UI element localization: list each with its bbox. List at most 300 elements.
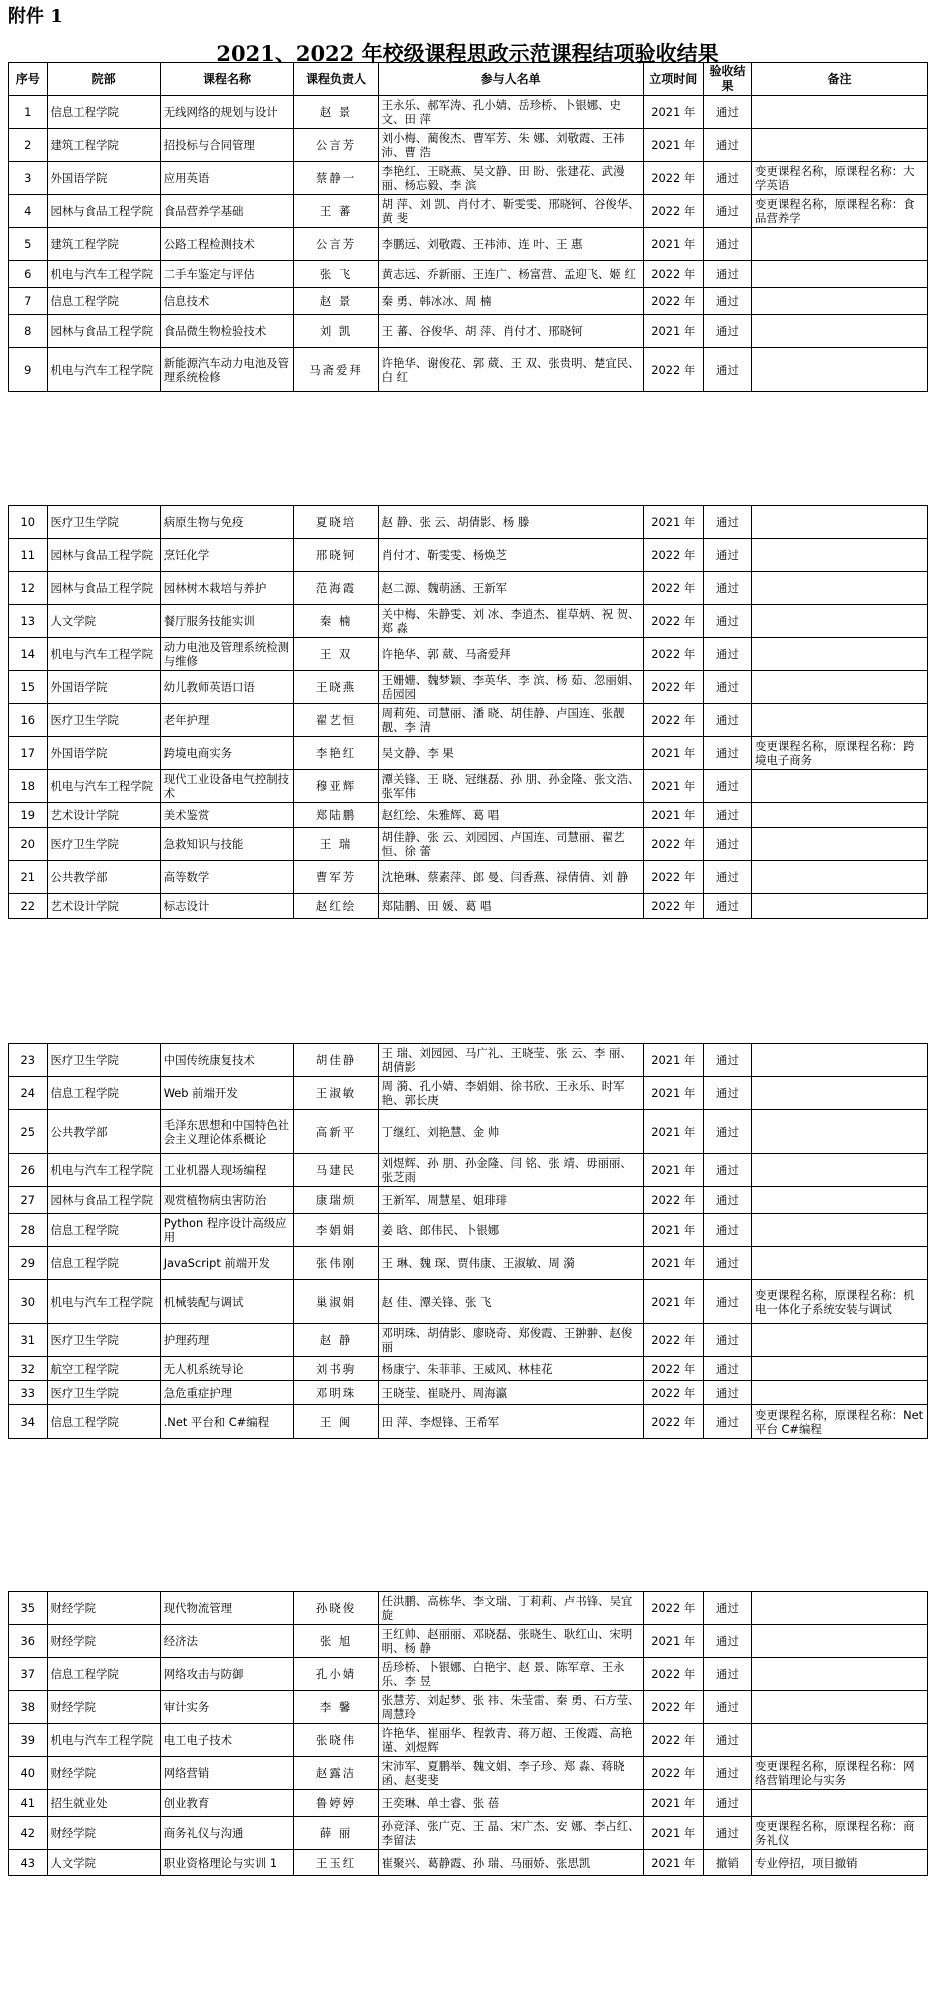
year-cell: 2022 年 <box>643 671 703 704</box>
result-cell: 通过 <box>703 861 751 894</box>
year-cell: 2021 年 <box>643 96 703 129</box>
course-name-cell: 高等数学 <box>160 861 294 894</box>
participants-cell: 杨康宁、朱菲菲、王威风、林桂花 <box>378 1357 643 1381</box>
table-row <box>9 1592 928 1625</box>
year-cell: 2022 年 <box>643 1724 703 1757</box>
remark-cell <box>752 129 928 162</box>
leader-cell: 王 双 <box>294 638 378 671</box>
table-row <box>9 506 928 539</box>
participants-cell: 许艳华、崔丽华、程敦青、蒋万超、王俊霞、高艳谨、刘煜辉 <box>378 1724 643 1757</box>
remark-cell <box>752 1658 928 1691</box>
remark-cell <box>752 638 928 671</box>
result-cell: 通过 <box>703 1658 751 1691</box>
seq-cell: 43 <box>9 1850 48 1876</box>
participants-cell: 赵 佳、潭关锋、张 飞 <box>378 1280 643 1324</box>
seq-cell: 12 <box>9 572 48 605</box>
participants-cell: 肖付才、靳雯雯、杨焕芝 <box>378 539 643 572</box>
leader-cell: 赵红绘 <box>294 894 378 919</box>
course-name-cell: 跨境电商实务 <box>160 737 294 770</box>
seq-cell: 9 <box>9 348 48 392</box>
leader-cell: 王玉红 <box>294 1850 378 1876</box>
remark-cell <box>752 1625 928 1658</box>
result-cell: 通过 <box>703 1077 751 1110</box>
result-cell: 通过 <box>703 228 751 261</box>
seq-cell: 27 <box>9 1187 48 1214</box>
result-cell: 通过 <box>703 737 751 770</box>
table-row <box>9 288 928 315</box>
course-name-cell: 园林树木栽培与养护 <box>160 572 294 605</box>
table-row <box>9 894 928 919</box>
seq-cell: 24 <box>9 1077 48 1110</box>
remark-cell <box>752 1724 928 1757</box>
course-name-cell: JavaScript 前端开发 <box>160 1247 294 1280</box>
leader-cell: 刘 凯 <box>294 315 378 348</box>
table-row <box>9 572 928 605</box>
college-cell: 建筑工程学院 <box>47 129 160 162</box>
table-row <box>9 704 928 737</box>
year-cell: 2022 年 <box>643 195 703 228</box>
course-name-cell: 招投标与合同管理 <box>160 129 294 162</box>
participants-cell: 王 瑞、刘园园、马广礼、王晓莹、张 云、李 丽、胡倩影 <box>378 1044 643 1077</box>
course-name-cell: 二手车鉴定与评估 <box>160 261 294 288</box>
year-cell: 2022 年 <box>643 572 703 605</box>
leader-cell: 穆亚辉 <box>294 770 378 803</box>
college-cell: 信息工程学院 <box>47 1405 160 1439</box>
remark-cell <box>752 261 928 288</box>
course-name-cell: 经济法 <box>160 1625 294 1658</box>
result-cell: 通过 <box>703 1044 751 1077</box>
leader-cell: 王淑敏 <box>294 1077 378 1110</box>
result-cell: 通过 <box>703 770 751 803</box>
result-cell: 通过 <box>703 1247 751 1280</box>
course-name-cell: 烹饪化学 <box>160 539 294 572</box>
result-cell: 通过 <box>703 1817 751 1850</box>
course-name-cell: 无人机系统导论 <box>160 1357 294 1381</box>
participants-cell: 秦 勇、韩冰冰、周 楠 <box>378 288 643 315</box>
participants-cell: 周 漪、孔小婧、李娟娟、徐书欣、王永乐、时军艳、郭长庚 <box>378 1077 643 1110</box>
course-name-cell: 病原生物与免疫 <box>160 506 294 539</box>
leader-cell: 王 瑞 <box>294 828 378 861</box>
result-cell: 通过 <box>703 704 751 737</box>
course-name-cell: 护理药理 <box>160 1324 294 1357</box>
leader-cell: 赵 景 <box>294 96 378 129</box>
leader-cell: 赵 景 <box>294 288 378 315</box>
course-name-cell: 工业机器人现场编程 <box>160 1154 294 1187</box>
college-cell: 财经学院 <box>47 1817 160 1850</box>
course-name-cell: 职业资格理论与实训 1 <box>160 1850 294 1876</box>
participants-cell: 王永乐、郝军涛、孔小婧、岳珍桥、卜银娜、史 文、田 萍 <box>378 96 643 129</box>
year-cell: 2022 年 <box>643 1691 703 1724</box>
remark-cell <box>752 506 928 539</box>
column-header: 备注 <box>752 63 928 96</box>
result-cell: 通过 <box>703 1381 751 1405</box>
participants-cell: 胡 萍、刘 凯、肖付才、靳雯雯、邢晓钶、谷俊华、黄 斐 <box>378 195 643 228</box>
remark-cell <box>752 1044 928 1077</box>
result-cell: 通过 <box>703 288 751 315</box>
participants-cell: 田 萍、李煜锋、王希军 <box>378 1405 643 1439</box>
leader-cell: 王 闽 <box>294 1405 378 1439</box>
seq-cell: 22 <box>9 894 48 919</box>
leader-cell: 赵 静 <box>294 1324 378 1357</box>
leader-cell: 马建民 <box>294 1154 378 1187</box>
table-row <box>9 1790 928 1817</box>
year-cell: 2022 年 <box>643 828 703 861</box>
remark-cell: 变更课程名称，原课程名称：大学英语 <box>752 162 928 195</box>
college-cell: 医疗卫生学院 <box>47 1044 160 1077</box>
leader-cell: 孔小婧 <box>294 1658 378 1691</box>
table-row <box>9 1214 928 1247</box>
remark-cell <box>752 671 928 704</box>
participants-cell: 许艳华、谢俊花、郭 葳、王 双、张贵明、楚宜民、白 红 <box>378 348 643 392</box>
remark-cell: 变更课程名称，原课程名称：商务礼仪 <box>752 1817 928 1850</box>
result-cell: 通过 <box>703 315 751 348</box>
college-cell: 园林与食品工程学院 <box>47 315 160 348</box>
result-cell: 通过 <box>703 1280 751 1324</box>
course-name-cell: 新能源汽车动力电池及管理系统检修 <box>160 348 294 392</box>
seq-cell: 32 <box>9 1357 48 1381</box>
seq-cell: 34 <box>9 1405 48 1439</box>
participants-cell: 周莉苑、司慧丽、潘 晓、胡佳静、卢国连、张靓靓、李 清 <box>378 704 643 737</box>
college-cell: 信息工程学院 <box>47 1077 160 1110</box>
year-cell: 2021 年 <box>643 1247 703 1280</box>
remark-cell <box>752 228 928 261</box>
column-header: 课程名称 <box>160 63 294 96</box>
leader-cell: 王晓燕 <box>294 671 378 704</box>
leader-cell: 公言芳 <box>294 228 378 261</box>
participants-cell: 王奕琳、单士睿、张 蓓 <box>378 1790 643 1817</box>
course-name-cell: 网络攻击与防御 <box>160 1658 294 1691</box>
participants-cell: 吴文静、李 果 <box>378 737 643 770</box>
table-row <box>9 1280 928 1324</box>
remark-cell <box>752 1381 928 1405</box>
seq-cell: 5 <box>9 228 48 261</box>
seq-cell: 15 <box>9 671 48 704</box>
table-row <box>9 315 928 348</box>
seq-cell: 29 <box>9 1247 48 1280</box>
remark-cell <box>752 1154 928 1187</box>
college-cell: 财经学院 <box>47 1691 160 1724</box>
course-name-cell: .Net 平台和 C#编程 <box>160 1405 294 1439</box>
participants-cell: 宋沛军、夏鹏举、魏文娟、李子珍、郑 淼、蒋晓函、赵斐斐 <box>378 1757 643 1790</box>
table-row <box>9 96 928 129</box>
result-cell: 通过 <box>703 261 751 288</box>
result-cell: 通过 <box>703 671 751 704</box>
course-name-cell: 机械装配与调试 <box>160 1280 294 1324</box>
seq-cell: 20 <box>9 828 48 861</box>
participants-cell: 张慧芳、刘起梦、张 祎、朱莹雷、秦 勇、石方莹、周慧玲 <box>378 1691 643 1724</box>
table-row <box>9 1405 928 1439</box>
year-cell: 2022 年 <box>643 1187 703 1214</box>
college-cell: 园林与食品工程学院 <box>47 539 160 572</box>
year-cell: 2022 年 <box>643 1357 703 1381</box>
course-name-cell: 网络营销 <box>160 1757 294 1790</box>
leader-cell: 李娟娟 <box>294 1214 378 1247</box>
college-cell: 艺术设计学院 <box>47 803 160 828</box>
year-cell: 2021 年 <box>643 1214 703 1247</box>
column-header: 课程负责人 <box>294 63 378 96</box>
college-cell: 园林与食品工程学院 <box>47 572 160 605</box>
course-name-cell: Python 程序设计高级应用 <box>160 1214 294 1247</box>
results-table-2 <box>8 505 928 919</box>
remark-cell <box>752 1324 928 1357</box>
table-row <box>9 1154 928 1187</box>
leader-cell: 范海霞 <box>294 572 378 605</box>
college-cell: 医疗卫生学院 <box>47 506 160 539</box>
leader-cell: 李艳红 <box>294 737 378 770</box>
remark-cell <box>752 828 928 861</box>
course-name-cell: 公路工程检测技术 <box>160 228 294 261</box>
course-name-cell: 动力电池及管理系统检测与维修 <box>160 638 294 671</box>
leader-cell: 孙晓俊 <box>294 1592 378 1625</box>
table-row <box>9 228 928 261</box>
leader-cell: 张 旭 <box>294 1625 378 1658</box>
result-cell: 通过 <box>703 894 751 919</box>
college-cell: 机电与汽车工程学院 <box>47 261 160 288</box>
college-cell: 医疗卫生学院 <box>47 1324 160 1357</box>
result-cell: 通过 <box>703 1357 751 1381</box>
result-cell: 通过 <box>703 1214 751 1247</box>
remark-cell <box>752 605 928 638</box>
college-cell: 信息工程学院 <box>47 1214 160 1247</box>
result-cell: 通过 <box>703 1110 751 1154</box>
seq-cell: 41 <box>9 1790 48 1817</box>
course-name-cell: 信息技术 <box>160 288 294 315</box>
college-cell: 医疗卫生学院 <box>47 828 160 861</box>
participants-cell: 岳珍桥、卜银娜、白艳宇、赵 景、陈军章、王永乐、李 昱 <box>378 1658 643 1691</box>
remark-cell <box>752 770 928 803</box>
year-cell: 2021 年 <box>643 770 703 803</box>
column-header: 院部 <box>47 63 160 96</box>
result-cell: 通过 <box>703 1757 751 1790</box>
table-row <box>9 828 928 861</box>
seq-cell: 38 <box>9 1691 48 1724</box>
result-cell: 通过 <box>703 1592 751 1625</box>
college-cell: 机电与汽车工程学院 <box>47 638 160 671</box>
participants-cell: 王新军、周慧星、姐琲琲 <box>378 1187 643 1214</box>
participants-cell: 王 琳、魏 琛、贾伟康、王淑敏、周 漪 <box>378 1247 643 1280</box>
result-cell: 通过 <box>703 572 751 605</box>
college-cell: 公共教学部 <box>47 861 160 894</box>
year-cell: 2022 年 <box>643 638 703 671</box>
seq-cell: 7 <box>9 288 48 315</box>
seq-cell: 1 <box>9 96 48 129</box>
course-name-cell: 应用英语 <box>160 162 294 195</box>
college-cell: 园林与食品工程学院 <box>47 195 160 228</box>
seq-cell: 40 <box>9 1757 48 1790</box>
table-row <box>9 129 928 162</box>
table-row <box>9 803 928 828</box>
remark-cell <box>752 315 928 348</box>
remark-cell <box>752 704 928 737</box>
remark-cell <box>752 1790 928 1817</box>
college-cell: 机电与汽车工程学院 <box>47 1154 160 1187</box>
table-row <box>9 1625 928 1658</box>
year-cell: 2021 年 <box>643 1625 703 1658</box>
college-cell: 建筑工程学院 <box>47 228 160 261</box>
leader-cell: 公言芳 <box>294 129 378 162</box>
college-cell: 医疗卫生学院 <box>47 1381 160 1405</box>
year-cell: 2022 年 <box>643 1324 703 1357</box>
seq-cell: 35 <box>9 1592 48 1625</box>
table-row <box>9 1757 928 1790</box>
remark-cell: 变更课程名称，原课程名称：网络营销理论与实务 <box>752 1757 928 1790</box>
seq-cell: 13 <box>9 605 48 638</box>
table-row <box>9 1324 928 1357</box>
course-name-cell: 餐厅服务技能实训 <box>160 605 294 638</box>
participants-cell: 胡佳静、张 云、刘园园、卢国连、司慧丽、翟艺恒、徐 蕾 <box>378 828 643 861</box>
year-cell: 2022 年 <box>643 539 703 572</box>
remark-cell: 变更课程名称，原课程名称：食品营养学 <box>752 195 928 228</box>
annex-label: 附件 1 <box>8 6 63 27</box>
course-name-cell: 老年护理 <box>160 704 294 737</box>
remark-cell <box>752 572 928 605</box>
participants-cell: 刘小梅、蔺俊杰、曹军芳、朱 娜、刘敬霞、王祎沛、曹 浩 <box>378 129 643 162</box>
course-name-cell: 创业教育 <box>160 1790 294 1817</box>
college-cell: 外国语学院 <box>47 162 160 195</box>
result-cell: 通过 <box>703 803 751 828</box>
table-row <box>9 1850 928 1876</box>
participants-cell: 李鹏远、刘敬霞、王祎沛、连 叶、王 惠 <box>378 228 643 261</box>
remark-cell <box>752 1357 928 1381</box>
leader-cell: 张 飞 <box>294 261 378 288</box>
remark-cell <box>752 539 928 572</box>
participants-cell: 丁继红、刘艳慧、金 帅 <box>378 1110 643 1154</box>
leader-cell: 胡佳静 <box>294 1044 378 1077</box>
seq-cell: 23 <box>9 1044 48 1077</box>
college-cell: 财经学院 <box>47 1625 160 1658</box>
course-name-cell: 现代工业设备电气控制技术 <box>160 770 294 803</box>
seq-cell: 16 <box>9 704 48 737</box>
year-cell: 2021 年 <box>643 1044 703 1077</box>
result-cell: 通过 <box>703 1187 751 1214</box>
year-cell: 2021 年 <box>643 1280 703 1324</box>
result-cell: 通过 <box>703 1790 751 1817</box>
leader-cell: 张晓伟 <box>294 1724 378 1757</box>
seq-cell: 2 <box>9 129 48 162</box>
college-cell: 医疗卫生学院 <box>47 704 160 737</box>
table-row <box>9 737 928 770</box>
remark-cell <box>752 348 928 392</box>
year-cell: 2022 年 <box>643 894 703 919</box>
column-header: 验收结果 <box>703 63 751 96</box>
table-row <box>9 1110 928 1154</box>
seq-cell: 21 <box>9 861 48 894</box>
leader-cell: 邓明珠 <box>294 1381 378 1405</box>
college-cell: 财经学院 <box>47 1592 160 1625</box>
participants-cell: 王姗姗、魏梦颖、李英华、李 滨、杨 茹、忽丽娟、岳园园 <box>378 671 643 704</box>
college-cell: 外国语学院 <box>47 737 160 770</box>
college-cell: 航空工程学院 <box>47 1357 160 1381</box>
table-row <box>9 162 928 195</box>
table-row <box>9 1724 928 1757</box>
result-cell: 通过 <box>703 96 751 129</box>
result-cell: 通过 <box>703 506 751 539</box>
seq-cell: 6 <box>9 261 48 288</box>
participants-cell: 刘煜辉、孙 朋、孙金隆、闫 铭、张 靖、毋丽丽、张芝雨 <box>378 1154 643 1187</box>
table-row <box>9 539 928 572</box>
course-name-cell: 毛泽东思想和中国特色社会主义理论体系概论 <box>160 1110 294 1154</box>
course-name-cell: 标志设计 <box>160 894 294 919</box>
year-cell: 2022 年 <box>643 1658 703 1691</box>
column-header: 参与人名单 <box>378 63 643 96</box>
year-cell: 2022 年 <box>643 1381 703 1405</box>
seq-cell: 30 <box>9 1280 48 1324</box>
seq-cell: 18 <box>9 770 48 803</box>
course-name-cell: 观赏植物病虫害防治 <box>160 1187 294 1214</box>
remark-cell: 变更课程名称，原课程名称：机电一体化子系统安装与调试 <box>752 1280 928 1324</box>
course-name-cell: 现代物流管理 <box>160 1592 294 1625</box>
result-cell: 通过 <box>703 1625 751 1658</box>
table-row <box>9 1817 928 1850</box>
year-cell: 2021 年 <box>643 1790 703 1817</box>
year-cell: 2021 年 <box>643 1077 703 1110</box>
result-cell: 通过 <box>703 605 751 638</box>
remark-cell <box>752 1077 928 1110</box>
year-cell: 2021 年 <box>643 1110 703 1154</box>
course-name-cell: 无线网络的规划与设计 <box>160 96 294 129</box>
table-row <box>9 1691 928 1724</box>
college-cell: 机电与汽车工程学院 <box>47 770 160 803</box>
seq-cell: 37 <box>9 1658 48 1691</box>
participants-cell: 任洪鹏、高栋华、李文瑞、丁莉莉、卢书锋、吴宜旋 <box>378 1592 643 1625</box>
college-cell: 园林与食品工程学院 <box>47 1187 160 1214</box>
college-cell: 信息工程学院 <box>47 1247 160 1280</box>
year-cell: 2021 年 <box>643 506 703 539</box>
year-cell: 2021 年 <box>643 1817 703 1850</box>
participants-cell: 姜 晗、郎伟民、卜银娜 <box>378 1214 643 1247</box>
remark-cell <box>752 1247 928 1280</box>
year-cell: 2022 年 <box>643 288 703 315</box>
college-cell: 机电与汽车工程学院 <box>47 348 160 392</box>
table-row <box>9 1357 928 1381</box>
result-cell: 通过 <box>703 1724 751 1757</box>
remark-cell: 专业停招，项目撤销 <box>752 1850 928 1876</box>
leader-cell: 巢淑娟 <box>294 1280 378 1324</box>
college-cell: 人文学院 <box>47 1850 160 1876</box>
result-cell: 通过 <box>703 539 751 572</box>
seq-cell: 28 <box>9 1214 48 1247</box>
college-cell: 信息工程学院 <box>47 1658 160 1691</box>
year-cell: 2022 年 <box>643 704 703 737</box>
leader-cell: 王 蕃 <box>294 195 378 228</box>
seq-cell: 19 <box>9 803 48 828</box>
leader-cell: 高新平 <box>294 1110 378 1154</box>
remark-cell <box>752 1691 928 1724</box>
leader-cell: 张伟刚 <box>294 1247 378 1280</box>
participants-cell: 赵红绘、朱雅辉、葛 唱 <box>378 803 643 828</box>
results-table-4 <box>8 1591 928 1876</box>
year-cell: 2022 年 <box>643 261 703 288</box>
college-cell: 公共教学部 <box>47 1110 160 1154</box>
participants-cell: 关中梅、朱静雯、刘 冰、李逍杰、崔草炳、祝 贺、郑 淼 <box>378 605 643 638</box>
remark-cell <box>752 1187 928 1214</box>
year-cell: 2021 年 <box>643 315 703 348</box>
course-name-cell: 急救知识与技能 <box>160 828 294 861</box>
course-name-cell: Web 前端开发 <box>160 1077 294 1110</box>
college-cell: 机电与汽车工程学院 <box>47 1280 160 1324</box>
remark-cell: 变更课程名称，原课程名称：跨境电子商务 <box>752 737 928 770</box>
leader-cell: 郑陆鹏 <box>294 803 378 828</box>
participants-cell: 邓明珠、胡倩影、廖晓奇、郑俊霞、王翀翀、赵俊丽 <box>378 1324 643 1357</box>
remark-cell <box>752 894 928 919</box>
table-row <box>9 1381 928 1405</box>
course-name-cell: 电工电子技术 <box>160 1724 294 1757</box>
participants-cell: 赵 静、张 云、胡倩影、杨 滕 <box>378 506 643 539</box>
result-cell: 通过 <box>703 828 751 861</box>
participants-cell: 赵二源、魏萌涵、王新军 <box>378 572 643 605</box>
year-cell: 2022 年 <box>643 348 703 392</box>
remark-cell <box>752 861 928 894</box>
